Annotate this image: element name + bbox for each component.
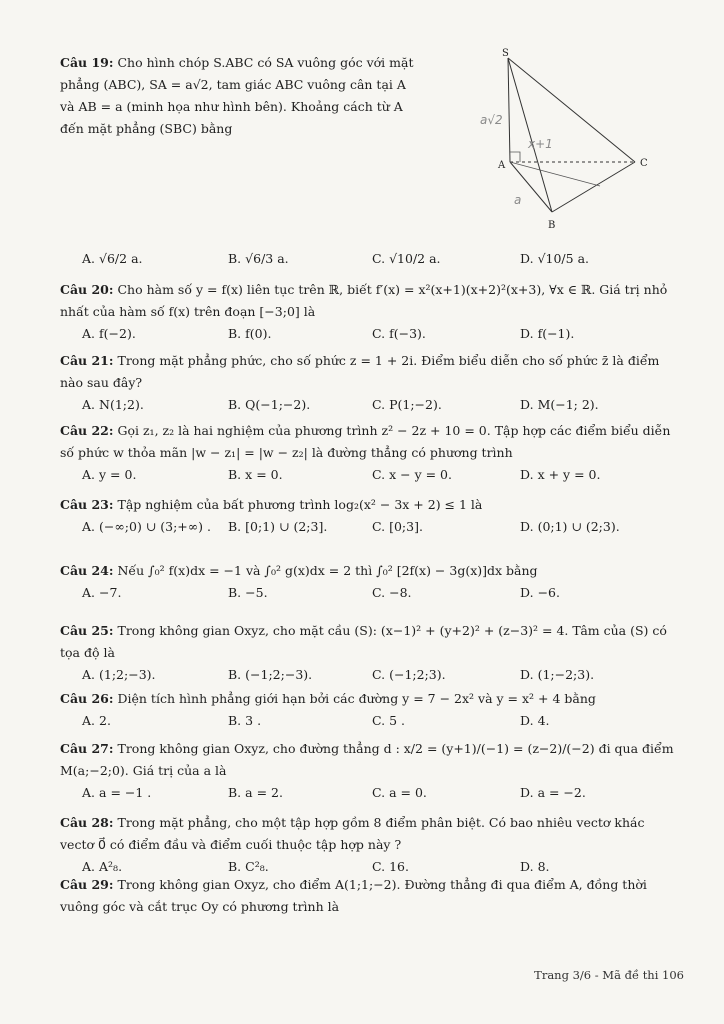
- option-a: A. a = −1 .: [82, 785, 152, 800]
- option-a: A. −7.: [82, 585, 122, 600]
- handwritten-ab: a: [514, 193, 522, 207]
- option-d: D. √10/5 a.: [520, 251, 589, 266]
- option-b: B. f(0).: [228, 326, 272, 341]
- option-c: C. −8.: [372, 585, 412, 600]
- question-23: Câu 23: Tập nghiệm của bất phương trình log₂(x² − 3x + 2) ≤ 1 là A. (−∞;0) ∪ (3;+∞) . B. [0;1) ∪ (2;3]. C. [0;3]. D. (0;1) ∪ (2;3).: [60, 494, 680, 538]
- option-c: C. √10/2 a.: [372, 251, 441, 266]
- option-a: A. (−∞;0) ∪ (3;+∞) .: [82, 519, 211, 534]
- options-19: [60, 248, 680, 270]
- point-a: A: [498, 160, 506, 171]
- option-c: C. f(−3).: [372, 326, 426, 341]
- question-label: Câu 19:: [60, 55, 114, 70]
- edge-sa: [508, 58, 510, 162]
- option-b: B. (−1;2;−3).: [228, 667, 313, 682]
- option-a: A. A²₈.: [82, 859, 123, 874]
- question-20: Câu 20: Cho hàm số y = f(x) liên tục trên ℝ, biết f′(x) = x²(x+1)(x+2)²(x+3), ∀x ∈ ℝ. Giá trị nhỏ nhất của hàm số f(x) trên đoạn [−3;0] là A. f(−2). B. f(0). C. f(−3). D. f(−1).: [60, 279, 680, 345]
- option-b: B. Q(−1;−2).: [228, 397, 311, 412]
- option-d: D. (0;1) ∪ (2;3).: [520, 519, 620, 534]
- point-c: C: [640, 158, 648, 169]
- option-d: D. 8.: [520, 859, 550, 874]
- question-text: Cho hình chóp S.ABC có SA vuông góc với mặt phẳng (ABC), SA = a√2, tam giác ABC vuông cân tại A và AB = a (minh họa như hình bên). Khoảng cách từ A đến mặt phẳng (SBC) bằng: [60, 55, 414, 136]
- option-b: B. [0;1) ∪ (2;3].: [228, 519, 328, 534]
- option-c: C. x − y = 0.: [372, 467, 452, 482]
- option-c: C. (−1;2;3).: [372, 667, 446, 682]
- option-d: D. 4.: [520, 713, 550, 728]
- option-d: D. x + y = 0.: [520, 467, 601, 482]
- handwritten-sa: a√2: [480, 113, 503, 127]
- question-25: Câu 25: Trong không gian Oxyz, cho mặt cầu (S): (x−1)² + (y+2)² + (z−3)² = 4. Tâm của (S) có tọa độ là A. (1;2;−3). B. (−1;2;−3). C. (−1;2;3). D. (1;−2;3).: [60, 620, 680, 686]
- option-b: B. √6/3 a.: [228, 251, 289, 266]
- option-b: B. −5.: [228, 585, 268, 600]
- question-26: Câu 26: Diện tích hình phẳng giới hạn bởi các đường y = 7 − 2x² và y = x² + 4 bằng A. 2. B. 3 . C. 5 . D. 4.: [60, 688, 680, 732]
- altitude-foot: [510, 162, 600, 186]
- option-b: B. a = 2.: [228, 785, 283, 800]
- option-c: C. a = 0.: [372, 785, 427, 800]
- option-a: A. (1;2;−3).: [82, 667, 156, 682]
- option-b: B. 3 .: [228, 713, 262, 728]
- question-28: Câu 28: Trong mặt phẳng, cho một tập hợp gồm 8 điểm phân biệt. Có bao nhiêu vectơ khác vectơ 0⃗ có điểm đầu và điểm cuối thuộc tập hợp này ? A. A²₈. B. C²₈. C. 16. D. 8.: [60, 812, 680, 878]
- option-d: D. −6.: [520, 585, 560, 600]
- option-d: D. f(−1).: [520, 326, 575, 341]
- question-24: Câu 24: Nếu ∫₀² f(x)dx = −1 và ∫₀² g(x)dx = 2 thì ∫₀² [2f(x) − 3g(x)]dx bằng A. −7. B. −5. C. −8. D. −6.: [60, 560, 680, 604]
- option-c: C. 16.: [372, 859, 409, 874]
- option-b: B. C²₈.: [228, 859, 269, 874]
- question-21: Câu 21: Trong mặt phẳng phức, cho số phức z = 1 + 2i. Điểm biểu diễn cho số phức z̄ là điểm nào sau đây? A. N(1;2). B. Q(−1;−2). C. P(1;−2). D. M(−1; 2).: [60, 350, 680, 416]
- pyramid-figure: [480, 44, 660, 234]
- option-d: D. M(−1; 2).: [520, 397, 599, 412]
- option-a: A. N(1;2).: [82, 397, 144, 412]
- question-27: Câu 27: Trong không gian Oxyz, cho đường thẳng d : x/2 = (y+1)/(−1) = (z−2)/(−2) đi qua điểm M(a;−2;0). Giá trị của a là A. a = −1 . B. a = 2. C. a = 0. D. a = −2.: [60, 738, 680, 804]
- option-c: C. [0;3].: [372, 519, 423, 534]
- question-29: Câu 29: Trong không gian Oxyz, cho điểm A(1;1;−2). Đường thẳng đi qua điểm A, đồng thời vuông góc và cắt trục Oy có phương trình là: [60, 877, 647, 914]
- option-d: D. a = −2.: [520, 785, 586, 800]
- edge-sb: [508, 58, 552, 212]
- option-b: B. x = 0.: [228, 467, 283, 482]
- edge-bc: [552, 162, 635, 212]
- option-c: C. 5 .: [372, 713, 405, 728]
- page-footer: Trang 3/6 - Mã đề thi 106: [534, 968, 684, 982]
- right-angle-mark: [510, 152, 520, 162]
- option-c: C. P(1;−2).: [372, 397, 442, 412]
- option-a: A. √6/2 a.: [82, 251, 143, 266]
- option-a: A. y = 0.: [82, 467, 137, 482]
- handwritten-note: x+1: [528, 137, 553, 151]
- option-a: A. f(−2).: [82, 326, 136, 341]
- point-b: B: [548, 220, 556, 231]
- option-d: D. (1;−2;3).: [520, 667, 595, 682]
- point-s: S: [502, 48, 509, 59]
- option-a: A. 2.: [82, 713, 111, 728]
- question-22: Câu 22: Gọi z₁, z₂ là hai nghiệm của phương trình z² − 2z + 10 = 0. Tập hợp các điểm biểu diễn số phức w thỏa mãn |w − z₁| = |w − z₂| là đường thẳng có phương trình A. y = 0. B. x = 0. C. x − y = 0. D. x + y = 0.: [60, 420, 680, 486]
